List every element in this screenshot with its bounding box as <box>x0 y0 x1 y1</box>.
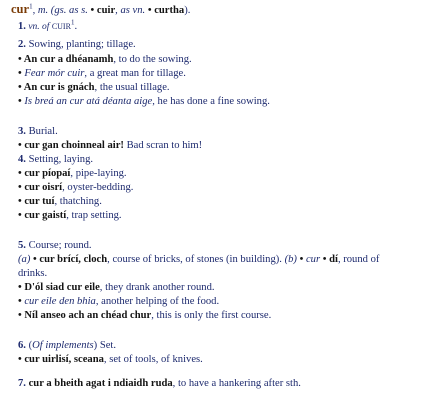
example-irish: Fear mór cuir <box>24 68 85 79</box>
bullet: • <box>90 5 97 16</box>
sense-number: 2. <box>18 39 26 50</box>
example-irish: cur tuí <box>24 196 55 207</box>
definition: Set. <box>97 340 117 351</box>
example-irish: cur brící, cloch <box>39 254 108 265</box>
cross-reference-superscript: 1 <box>70 18 75 27</box>
example-translation: , another helping of the food. <box>95 296 220 307</box>
example-translation: , to do the sowing. <box>113 54 192 65</box>
definition: Course; round. <box>25 240 92 251</box>
example: • An cur a dhéanamh, to do the sowing. <box>18 54 192 65</box>
example-translation: Bad scran to him! <box>123 140 203 151</box>
example-translation: , this is only the first course. <box>151 310 272 321</box>
example-irish: cur eile den bhia <box>24 296 96 307</box>
example: • An cur is gnách, the usual tillage. <box>18 82 170 93</box>
sense-text: vn. of <box>25 22 52 32</box>
example-irish: cur píopaí <box>24 168 71 179</box>
example: • cur gaistí, trap setting. <box>18 210 122 221</box>
example-translation: , to have a hankering after sth. <box>172 378 301 389</box>
headword-line <box>11 3 190 17</box>
sense-3-definition <box>18 125 58 138</box>
sense-number: 1. <box>18 21 26 32</box>
cross-reference[interactable]: CUIR <box>51 22 71 31</box>
example-irish: Is breá an cur atá déanta aige <box>24 96 153 107</box>
grammar-info: , m. (gs. as s. <box>32 5 91 16</box>
example: • cur gan choinneal air! Bad scran to him! <box>18 140 203 151</box>
example: • Fear mór cuir, a great man for tillage. <box>18 68 186 79</box>
example-translation: , round of <box>337 254 380 265</box>
sense-7 <box>18 377 301 390</box>
sense-number: 6. <box>18 340 26 351</box>
sense-2-definition <box>18 38 136 51</box>
example: • cur oisrí, oyster-bedding. <box>18 182 134 193</box>
example-translation: , he has done a fine sowing. <box>152 96 270 107</box>
sense-1 <box>18 20 77 34</box>
example: • cur tuí, thatching. <box>18 196 102 207</box>
example-translation: drinks. <box>18 268 48 279</box>
example-translation: , they drank another round. <box>99 282 215 293</box>
example: • Níl anseo ach an chéad chur, this is only the first course. <box>18 310 272 321</box>
sense-5-subsenses: (a) • cur brící, cloch, course of bricks, of stones (in building). (b) • cur • dí, round of <box>18 254 380 265</box>
sense-4-definition <box>18 153 93 166</box>
sense-6-definition: 6. (Of implements) Set. <box>18 340 117 351</box>
headword: cur <box>11 2 30 16</box>
sense-number: 7. <box>18 378 26 389</box>
example-irish: An cur is gnách <box>23 82 95 93</box>
example-irish: D'ól siad cur eile <box>24 282 100 293</box>
sense-number: 5. <box>18 240 26 251</box>
example-translation: , course of bricks, of stones (in building). <box>107 254 285 265</box>
example: • cur eile den bhia, another helping of the food. <box>18 296 220 307</box>
example-irish: cur uirlisí, sceana <box>24 354 104 365</box>
sense-number: 4. <box>18 154 26 165</box>
example: • Is breá an cur atá déanta aige, he has done a fine sowing. <box>18 96 270 107</box>
example-irish: cur oisrí <box>24 182 63 193</box>
sense-number: 3. <box>18 126 26 137</box>
definition: Setting, laying. <box>25 154 94 165</box>
example: • cur píopaí, pipe-laying. <box>18 168 127 179</box>
example: • D'ól siad cur eile, they drank another round. <box>18 282 215 293</box>
example-translation: , trap setting. <box>66 210 122 221</box>
usage-label: Of implements <box>32 340 94 351</box>
subsense-label: (a) <box>18 254 31 265</box>
verbal-noun-form: curtha <box>154 5 185 16</box>
sense-text-end: . <box>74 21 78 32</box>
sense-5-continuation <box>18 267 47 280</box>
definition: Burial. <box>25 126 58 137</box>
example-irish: cur <box>305 254 321 265</box>
example-translation: , pipe-laying. <box>70 168 127 179</box>
grammar-info-end: ). <box>184 5 191 16</box>
example-irish: cur gaistí <box>24 210 67 221</box>
definition: Sowing, planting; tillage. <box>25 39 136 50</box>
sense-5-definition <box>18 239 92 252</box>
example-irish: cur a bheith agat i ndiaidh ruda <box>28 378 173 389</box>
example-translation: , the usual tillage. <box>94 82 170 93</box>
example-irish: An cur a dhéanamh <box>23 54 114 65</box>
example-translation: , set of tools, of knives. <box>103 354 203 365</box>
example-irish: cur gan choinneal air! <box>24 140 124 151</box>
example-translation: , a great man for tillage. <box>84 68 186 79</box>
subsense-label: (b) <box>284 254 297 265</box>
bullet: • <box>147 5 155 16</box>
genitive-form: cuir <box>96 5 116 16</box>
example-translation: , thatching. <box>54 196 102 207</box>
example-translation: , oyster-bedding. <box>62 182 134 193</box>
example: • cur uirlisí, sceana, set of tools, of knives. <box>18 354 203 365</box>
example-irish: dí <box>329 254 338 265</box>
grammar-info-mid: , as vn. <box>115 5 148 16</box>
headword-superscript: 1 <box>29 2 33 11</box>
example-irish: Níl anseo ach an chéad chur <box>24 310 152 321</box>
